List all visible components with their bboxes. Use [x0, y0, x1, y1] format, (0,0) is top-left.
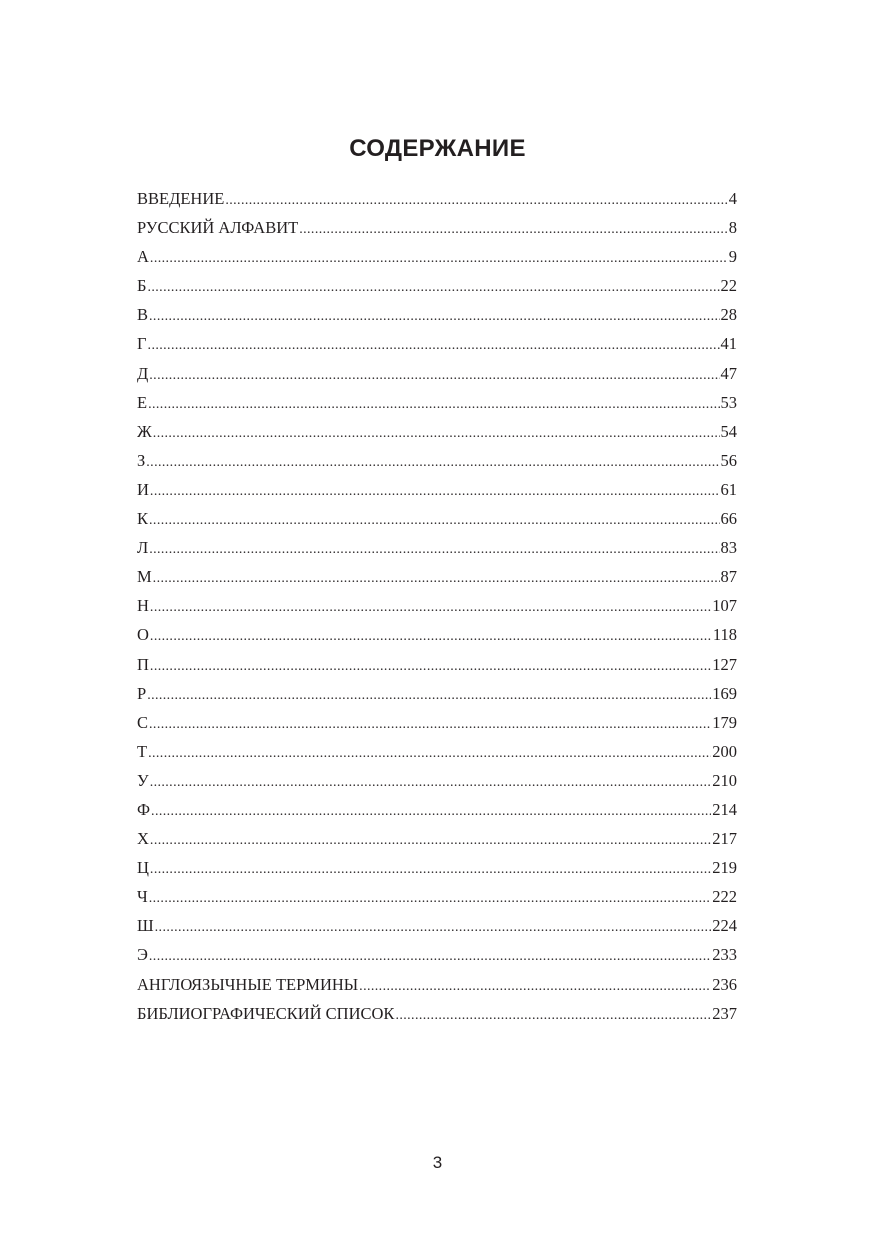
toc-entry-label: З [137, 450, 146, 470]
dot-leader [153, 419, 720, 448]
toc-entry [137, 504, 737, 533]
dot-leader [150, 622, 712, 651]
toc-entry [137, 184, 737, 213]
dot-leader [147, 273, 719, 302]
toc-entry-page: 237 [712, 1003, 737, 1023]
dot-leader [149, 361, 719, 390]
toc-entry [137, 911, 737, 940]
dot-leader [395, 1001, 711, 1030]
toc-entry-page: 56 [720, 450, 737, 470]
dot-leader [149, 302, 719, 331]
toc-entry-label: Т [137, 741, 148, 761]
toc-entry [137, 679, 737, 708]
toc-entry-page: 53 [720, 392, 737, 412]
toc-entry-page: 107 [712, 596, 737, 616]
dot-leader [150, 826, 711, 855]
toc-entry-label: Е [137, 392, 148, 412]
toc-entry [137, 562, 737, 591]
toc-entry-page: 233 [712, 945, 737, 965]
toc-entry [137, 737, 737, 766]
toc-entry-page: 118 [712, 625, 737, 645]
toc-entry-page: 22 [720, 276, 737, 296]
toc-entry-label: М [137, 567, 152, 587]
toc-entry-label: Ш [137, 916, 154, 936]
toc-entry [137, 853, 737, 882]
toc-entry-page: 4 [728, 189, 737, 208]
toc-entry-label: Д [137, 363, 149, 383]
toc-entry-label: ВВЕДЕНИЕ [137, 189, 225, 208]
toc-entry-page: 210 [712, 770, 737, 790]
toc-entry [137, 475, 737, 504]
toc-entry-label: А [137, 247, 149, 267]
dot-leader [151, 797, 711, 826]
dot-leader [149, 535, 719, 564]
dot-leader [150, 855, 711, 884]
dot-leader [149, 506, 719, 535]
dot-leader [147, 681, 711, 710]
toc-entry-page: 66 [720, 509, 737, 529]
toc-entry-label: С [137, 712, 149, 732]
toc-entry-label: О [137, 625, 149, 645]
toc-entry-label: Ф [137, 799, 151, 819]
dot-leader [146, 448, 719, 477]
toc-entry-page: 9 [728, 247, 737, 267]
toc-entry-label: И [137, 479, 149, 499]
dot-leader [149, 710, 711, 739]
toc-entry [137, 446, 737, 475]
toc-entry-label: Н [137, 596, 149, 616]
dot-leader [150, 244, 728, 273]
toc-entry-page: 87 [720, 567, 737, 587]
toc-entry-label: У [137, 770, 149, 790]
page-title: СОДЕРЖАНИЕ [349, 135, 526, 162]
dot-leader [148, 390, 719, 419]
dot-leader [225, 186, 727, 215]
toc-entry-label: К [137, 509, 149, 529]
toc-entry-label: П [137, 654, 149, 674]
toc-entry [137, 271, 737, 300]
toc-entry-page: 54 [720, 421, 737, 441]
toc-entry [137, 795, 737, 824]
toc-entry-label: Г [137, 334, 147, 354]
toc-entry [137, 940, 737, 969]
dot-leader [153, 564, 720, 593]
toc-entry-label: Х [137, 829, 149, 849]
toc-entry-page: 169 [712, 683, 737, 703]
toc-entry [137, 213, 737, 242]
toc-entry-label: Б [137, 276, 147, 296]
toc-entry-page: 41 [720, 334, 737, 354]
toc-entry [137, 242, 737, 271]
toc-entry-page: 127 [712, 654, 737, 674]
toc-entry-label: БИБЛИОГРАФИЧЕСКИЙ СПИСОК [137, 1003, 395, 1023]
toc-entry-label: Э [137, 945, 148, 965]
toc-entry [137, 650, 737, 679]
toc-entry-label: В [137, 305, 149, 325]
toc-entry [137, 999, 737, 1028]
toc-entry [137, 882, 737, 911]
table-of-contents [137, 184, 737, 1028]
toc-entry-label: АНГЛОЯЗЫЧНЫЕ ТЕРМИНЫ [137, 974, 359, 994]
toc-entry-page: 200 [712, 741, 737, 761]
toc-entry [137, 824, 737, 853]
toc-entry [137, 708, 737, 737]
toc-entry-page: 219 [712, 858, 737, 878]
dot-leader [155, 913, 712, 942]
dot-leader [299, 215, 728, 244]
dot-leader [150, 593, 711, 622]
dot-leader [150, 768, 712, 797]
toc-entry-label: Ж [137, 421, 152, 441]
toc-entry-label: Ц [137, 858, 149, 878]
toc-entry [137, 533, 737, 562]
dot-leader [149, 884, 712, 913]
dot-leader [150, 477, 720, 506]
toc-entry [137, 388, 737, 417]
toc-entry [137, 417, 737, 446]
toc-entry [137, 300, 737, 329]
page-number: 3 [432, 1153, 443, 1172]
toc-entry [137, 620, 737, 649]
toc-entry [137, 591, 737, 620]
toc-entry [137, 329, 737, 358]
toc-entry-label: РУССКИЙ АЛФАВИТ [137, 218, 299, 238]
toc-entry-page: 61 [720, 479, 737, 499]
toc-entry-page: 217 [712, 829, 737, 849]
toc-entry-page: 236 [712, 974, 737, 994]
toc-entry-label: Р [137, 683, 147, 703]
dot-leader [148, 739, 711, 768]
dot-leader [148, 331, 720, 360]
toc-entry-label: Ч [137, 887, 148, 907]
dot-leader [150, 652, 711, 681]
toc-entry [137, 970, 737, 999]
dot-leader [359, 972, 711, 1001]
toc-entry-page: 47 [720, 363, 737, 383]
toc-entry [137, 766, 737, 795]
toc-entry-label: Л [137, 538, 149, 558]
toc-entry-page: 8 [728, 218, 737, 238]
toc-entry [137, 359, 737, 388]
toc-entry-page: 222 [712, 887, 737, 907]
toc-entry-page: 83 [720, 538, 737, 558]
toc-entry-page: 179 [712, 712, 737, 732]
toc-entry-page: 214 [712, 799, 737, 819]
dot-leader [149, 942, 711, 971]
toc-entry-page: 224 [712, 916, 737, 936]
toc-entry-page: 28 [720, 305, 737, 325]
